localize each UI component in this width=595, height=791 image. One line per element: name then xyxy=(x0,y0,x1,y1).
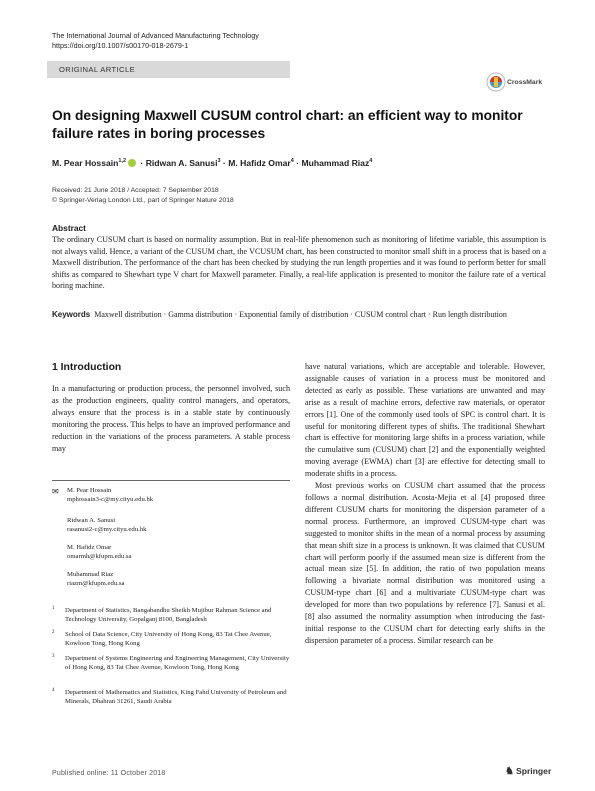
contact-4: Muhammad Riaz riazm@kfupm.edu.sa xyxy=(67,571,125,588)
keywords-text: Maxwell distribution · Gamma distribution · Exponential family of distribution · CUSUM control chart · Run length distribution xyxy=(94,310,507,319)
copyright: © Springer-Verlag London Ltd., part of Springer Nature 2018 xyxy=(52,196,234,204)
author-3[interactable]: M. Hafidz Omar$^4$ xyxy=(228,158,294,168)
crossmark-label: CrossMark xyxy=(507,79,543,86)
contact-email[interactable]: mphossain3-c@my.cityu.edu.hk xyxy=(67,496,154,504)
received-accepted: Received: 21 June 2018 / Accepted: 7 September 2018 xyxy=(52,187,219,194)
abstract-heading: Abstract xyxy=(52,223,86,233)
contact-email[interactable]: riazm@kfupm.edu.sa xyxy=(67,580,125,588)
contact-2: Ridwan A. Sanusi rasanusi2-c@my.cityu.edu.hk xyxy=(67,517,147,534)
keywords xyxy=(52,309,546,320)
contact-1: M. Pear Hossain mphossain3-c@my.cityu.edu.hk xyxy=(67,487,154,504)
paper-title: On designing Maxwell CUSUM control chart: an efficient way to monitor failure rates in boring processes xyxy=(52,108,523,141)
intro-column-1: In a manufacturing or production process, the personnel involved, such as the production engineers, quality control managers, and operators, always ensure that the process is in a stable state by continuously monitoring the process. This helps to have an improved performance and reduction in the variations of the process parameters. A stable process may xyxy=(52,384,290,453)
section-heading-introduction: 1 Introduction xyxy=(52,362,122,373)
springer-horse-icon: ♞ xyxy=(505,766,514,777)
crossmark-icon xyxy=(486,72,506,92)
publication-dates xyxy=(52,186,234,205)
intro-paragraph-1: have natural variations, which are acceptable and tolerable. However, assignable causes of variation in a process must be monitored and detected as early as possible. These variations are unwanted and may arise as a result of machine errors, defective raw materials, or operator errors [1]. One of the commonly used tools of SPC is control chart. It is useful for monitoring different types of shifts. The traditional Shewhart chart is effective for monitoring large shifts in a process variation, while the cumulative sum (CUSUM) chart [2] and the exponentially weighted moving average (EWMA) chart [3] are effective for detecting small to moderate shifts in a process. xyxy=(305,362,545,479)
orcid-icon[interactable] xyxy=(128,159,136,167)
springer-label: Springer xyxy=(515,766,552,776)
crossmark-badge[interactable] xyxy=(486,72,546,94)
abstract-text: The ordinary CUSUM chart is based on normality assumption. But in real-life phenomenon such as monitoring of lifetime variable, this assumption is not always valid. Hence, a variant of the CUSUM chart, the VCUSUM chart, has been constructed to monitor small shift in a process that is based on a Maxwell distribution. The performance of the chart has been checked by studying the run length properties and it was found to perform better for small shifts as compared to Shewhart type V chart for Maxwell parameter. Finally, a real-life application is presented to monitor the failure rate of a vertical boring machine. xyxy=(52,235,546,291)
journal-header xyxy=(52,31,259,51)
footnote-divider xyxy=(52,480,290,481)
envelope-icon: ✉ xyxy=(52,487,59,496)
author-2[interactable]: Ridwan A. Sanusi$^3$ xyxy=(145,158,221,168)
author-1[interactable]: M. Pear Hossain$^{1,2}$ xyxy=(52,158,127,168)
keywords-label: Keywords xyxy=(52,310,91,319)
author-list: M. Pear Hossain$^{1,2}$ · Ridwan A. Sanusi$^3$ · M. Hafidz Omar$^4$ · Muhammad Riaz$^4$ xyxy=(52,158,373,168)
journal-name: The International Journal of Advanced Manufacturing Technology xyxy=(52,31,259,40)
intro-column-2 xyxy=(305,361,545,647)
contact-email[interactable]: omarmh@kfupm.edu.sa xyxy=(67,553,132,561)
contact-email[interactable]: rasanusi2-c@my.cityu.edu.hk xyxy=(67,526,147,534)
doi-link[interactable]: https://doi.org/10.1007/s00170-018-2679-1 xyxy=(52,41,189,50)
article-type-bar xyxy=(47,61,290,78)
intro-paragraph-2: Most previous works on CUSUM chart assumed that the process follows a normal distribution. Acosta-Mejia et al [4] proposed three different CUSUM charts for monitoring the dispersion parameter of a normal process. Furthermore, an improved CUSUM-type chart was suggested to monitor shifts in the mean of a normal process by assuming that mean shift size in a process is unknown. It was claimed that CUSUM chart will perform poorly if the assumed mean size is different from the actual mean size [5]. In addition, the ratio of two population means following a bivariate normal distribution was monitored using a CUSUM-type chart [6] and a multivariate CUSUM-type chart was developed for more than two populations by reference [7]. Sanusi et al. [8] also assumed the normality assumption when introducing the fast-initial response to the CUSUM chart for detecting early shifts in the dispersion parameter of a process. Similar research can be xyxy=(305,481,545,645)
published-online: Published online: 11 October 2018 xyxy=(52,770,166,777)
contact-3: M. Hafidz Omar omarmh@kfupm.edu.sa xyxy=(67,544,132,561)
author-4[interactable]: Muhammad Riaz$^4$ xyxy=(301,158,373,168)
article-type: ORIGINAL ARTICLE xyxy=(59,65,136,74)
springer-logo xyxy=(505,766,551,777)
